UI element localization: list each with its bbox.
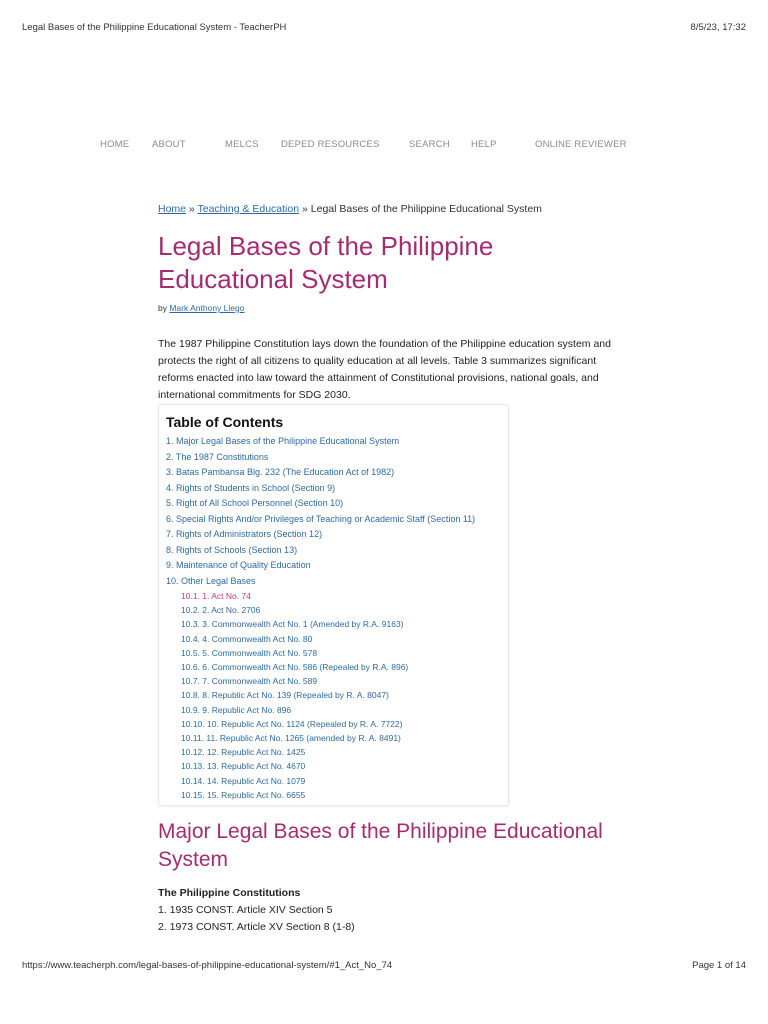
breadcrumb-separator: »: [299, 203, 311, 215]
toc-item[interactable]: 1. Major Legal Bases of the Philippine Educational System: [166, 436, 400, 446]
breadcrumb-category-link[interactable]: Teaching & Education: [197, 203, 300, 215]
toc-subitem[interactable]: 10.14. 14. Republic Act No. 1079: [181, 775, 306, 786]
intro-paragraph: The 1987 Philippine Constitution lays down the foundation of the Philippine education system and protects the right of all citizens to quality education at all levels. Table 3 summarizes significant reforms enacted into law toward the attainment of Constitutional provisions, national goals, and international commitments for SDG 2030.: [158, 338, 611, 401]
nav-item-help[interactable]: HELP: [471, 139, 497, 150]
toc-subitem-active[interactable]: 10.1. 1. Act No. 74: [181, 591, 251, 601]
constitution-line: 1. 1935 CONST. Article XIV Section 5: [158, 904, 333, 916]
print-footer-url: https://www.teacherph.com/legal-bases-of-philippine-educational-system/#1_Act_No_74: [22, 960, 393, 971]
toc-subitem[interactable]: 10.7. 7. Commonwealth Act No. 589: [181, 676, 318, 687]
toc-subitem[interactable]: 10.6. 6. Commonwealth Act No. 586 (Repealed by R.A. 896): [181, 662, 409, 673]
breadcrumb: [158, 202, 618, 216]
toc-item[interactable]: 8. Rights of Schools (Section 13): [166, 544, 298, 555]
toc-subitem[interactable]: 10.10. 10. Republic Act No. 1124 (Repealed by R. A. 7722): [181, 718, 403, 729]
nav-item-online-reviewer[interactable]: ONLINE REVIEWER: [535, 139, 627, 150]
toc-item[interactable]: 9. Maintenance of Quality Education: [166, 560, 311, 570]
breadcrumb-home-link[interactable]: Home: [158, 203, 187, 215]
toc-subitem[interactable]: 10.2. 2. Act No. 2706: [181, 605, 261, 616]
toc-subitem[interactable]: 10.12. 12. Republic Act No. 1425: [181, 747, 306, 758]
nav-item-melcs[interactable]: MELCS: [225, 139, 259, 150]
nav-item-search[interactable]: SEARCH: [409, 139, 450, 150]
toc-subitem[interactable]: 10.5. 5. Commonwealth Act No. 578: [181, 647, 318, 658]
print-header-datetime: 8/5/23, 17:32: [690, 22, 746, 33]
toc-item[interactable]: 2. The 1987 Constitutions: [166, 451, 269, 462]
toc-subitem[interactable]: 10.8. 8. Republic Act No. 139 (Repealed by R. A. 8047): [181, 690, 389, 701]
toc-sublist: [166, 589, 475, 802]
toc-item[interactable]: 7. Rights of Administrators (Section 12): [166, 529, 323, 539]
toc-item[interactable]: 6. Special Rights And/or Privileges of Teaching or Academic Staff (Section 11): [166, 513, 476, 524]
toc-subitem[interactable]: 10.11. 11. Republic Act No. 1265 (amended by R. A. 8491): [181, 733, 401, 744]
byline-prefix: by: [158, 303, 170, 313]
nav-item-home[interactable]: HOME: [100, 139, 130, 150]
section-heading: Major Legal Bases of the Philippine Educational System: [158, 820, 603, 871]
print-header-title: Legal Bases of the Philippine Educational System - TeacherPH: [22, 22, 287, 33]
main-nav: [0, 139, 768, 153]
toc-subitem[interactable]: 10.13. 13. Republic Act No. 4670: [181, 761, 306, 772]
toc-subitem[interactable]: 10.15. 15. Republic Act No. 6655: [181, 789, 306, 800]
toc-title: Table of Contents: [166, 414, 284, 430]
nav-item-deped-resources[interactable]: DEPED RESOURCES: [281, 139, 380, 150]
nav-item-about[interactable]: ABOUT: [152, 139, 186, 150]
constitution-line: 2. 1973 CONST. Article XV Section 8 (1-8): [158, 921, 355, 933]
page-title: Legal Bases of the Philippine Educational System: [158, 231, 494, 294]
article-header: [158, 202, 618, 415]
toc-subitem[interactable]: 10.9. 9. Republic Act No. 896: [181, 704, 292, 715]
toc-item[interactable]: 4. Rights of Students in School (Section 9): [166, 482, 336, 493]
print-footer-page-number: Page 1 of 14: [692, 960, 746, 971]
constitutions-subheading: The Philippine Constitutions: [158, 887, 301, 899]
author-link[interactable]: Mark Anthony Llego: [169, 303, 245, 313]
toc-subitem[interactable]: 10.4. 4. Commonwealth Act No. 80: [181, 633, 313, 644]
toc-item[interactable]: 5. Right of All School Personnel (Section 10): [166, 498, 344, 508]
toc-item[interactable]: [166, 574, 475, 803]
byline: [158, 303, 618, 313]
table-of-contents: [158, 404, 509, 806]
toc-list: [166, 434, 475, 802]
toc-subitem[interactable]: 10.3. 3. Commonwealth Act No. 1 (Amended by R.A. 9163): [181, 619, 404, 630]
breadcrumb-separator: »: [186, 203, 198, 215]
toc-item[interactable]: 3. Batas Pambansa Blg. 232 (The Education Act of 1982): [166, 467, 395, 477]
constitutions-block: [158, 885, 618, 936]
breadcrumb-current: Legal Bases of the Philippine Educational System: [310, 203, 542, 215]
toc-item-label[interactable]: 10. Other Legal Bases: [166, 575, 256, 586]
